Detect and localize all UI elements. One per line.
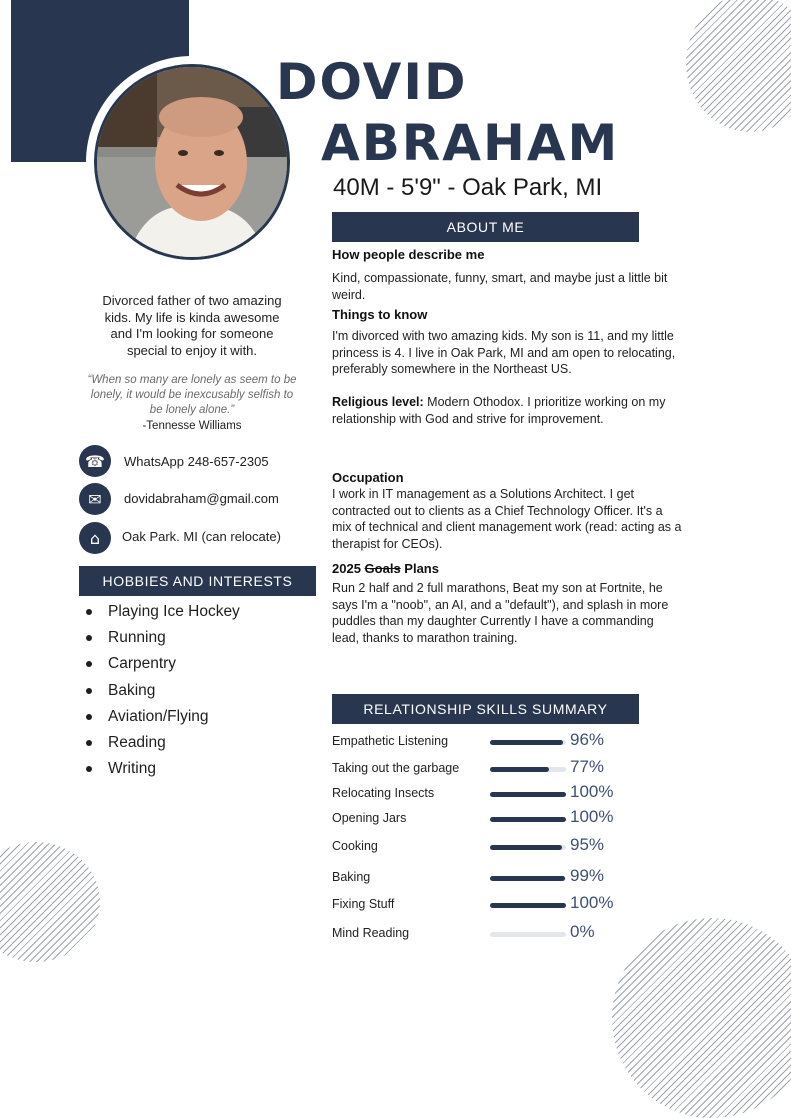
hobby-item: Playing Ice Hockey [80,599,310,625]
phone-icon: ☎ [79,445,111,477]
skill-bar-fill [490,876,565,881]
skill-label: Relocating Insects [332,786,435,800]
email-icon: ✉ [79,483,111,515]
skill-percent: 77% [570,757,605,776]
hobby-item: Writing [80,756,310,782]
hobby-item: Aviation/Flying [80,704,310,730]
about-me-header: ABOUT ME [332,212,639,242]
hobby-item: Baking [80,678,310,704]
skill-bar-fill [490,767,549,772]
skill-percent: 0% [570,922,595,941]
skill-bar-fill [490,740,563,745]
describe-text: Kind, compassionate, funny, smart, and maybe just a little bit weird. [332,271,668,302]
quote-text: “When so many are lonely as seem to be lonely, it would be inexcusably selfish to be lonely alone.” [87,374,297,416]
occupation-text: I work in IT management as a Solutions Architect. I get contracted out to clients as a Chief Technology Officer. It's a mix of technical and client management work (read: acting as a therapist for CEOs). [332,487,682,551]
skill-bar [490,903,566,908]
last-name: ABRAHAM [321,114,620,172]
skill-label: Cooking [332,839,378,853]
plans-heading [332,561,439,576]
profile-photo-illustration [97,67,290,260]
skill-row [332,924,632,944]
hobby-item: Running [80,625,310,651]
tagline: 40M - 5'9" - Oak Park, MI [333,174,603,201]
skill-bar-fill [490,845,562,850]
occupation-heading: Occupation [332,470,404,485]
religious-paragraph [332,394,692,427]
skill-row [332,732,632,752]
skill-bar-fill [490,792,566,797]
skill-row [332,895,632,915]
hobbies-header: HOBBIES AND INTERESTS [79,566,316,596]
skill-label: Baking [332,870,371,884]
home-icon: ⌂ [79,522,111,554]
skill-percent: 99% [570,866,605,885]
skill-percent: 100% [570,807,614,826]
know-text: I'm divorced with two amazing kids. My son is 11, and my little princess is 4. I live in Oak Park, MI and am open to relocating, preferably somewhere in the Northeast US. [332,329,676,376]
skill-label: Opening Jars [332,811,407,825]
religious-label: Religious level: [332,395,424,409]
skill-percent: 100% [570,782,614,801]
skills-header: RELATIONSHIP SKILLS SUMMARY [332,694,639,724]
skill-bar [490,932,566,937]
skill-label: Taking out the garbage [332,761,460,775]
skill-bar [490,767,566,772]
skill-percent: 100% [570,893,614,912]
skill-bar-fill [490,903,566,908]
contact-phone[interactable]: WhatsApp 248-657-2305 [124,454,269,469]
skill-percent: 96% [570,730,605,749]
skill-label: Empathetic Listening [332,734,449,748]
skill-bar [490,876,566,881]
intro-text: Divorced father of two amazing kids. My life is kinda awesome and I'm looking for someone special to enjoy it with. [102,293,282,358]
contact-location: Oak Park. MI (can relocate) [122,529,281,544]
skill-bar [490,817,566,822]
skill-row [332,809,632,829]
skill-bar [490,740,566,745]
skill-percent: 95% [570,835,605,854]
know-heading: Things to know [332,307,428,322]
contact-email[interactable]: dovidabraham@gmail.com [124,491,279,506]
religious-text: Modern Othodox. I prioritize working on my relationship with God and strive for improvement. [332,395,666,426]
plans-word: Plans [400,561,439,576]
skill-row [332,837,632,857]
plans-year: 2025 [332,561,365,576]
skill-label: Fixing Stuff [332,897,395,911]
first-name: DOVID [276,53,468,111]
skill-label: Mind Reading [332,926,410,940]
describe-heading: How people describe me [332,247,485,262]
striped-circle-decoration [0,842,100,962]
hobby-item: Carpentry [80,651,310,677]
profile-photo [94,64,290,260]
plans-text: Run 2 half and 2 full marathons, Beat my son at Fortnite, he says I'm a "noob", an AI, and a "default"), and splash in more puddles than my daughter Currently I have a commanding lead, thanks to marathon training. [332,581,669,645]
striped-circle-decoration [612,918,791,1118]
quote-author: -Tennesse Williams [142,420,242,432]
hobby-list [80,599,310,782]
plans-struck-word: Goals [364,561,401,576]
skill-row [332,868,632,888]
striped-circle-decoration [686,0,791,132]
hobby-item: Reading [80,730,310,756]
skill-row [332,784,632,804]
skill-row [332,759,632,779]
skill-bar [490,845,566,850]
skill-bar [490,792,566,797]
skill-bar-fill [490,817,566,822]
